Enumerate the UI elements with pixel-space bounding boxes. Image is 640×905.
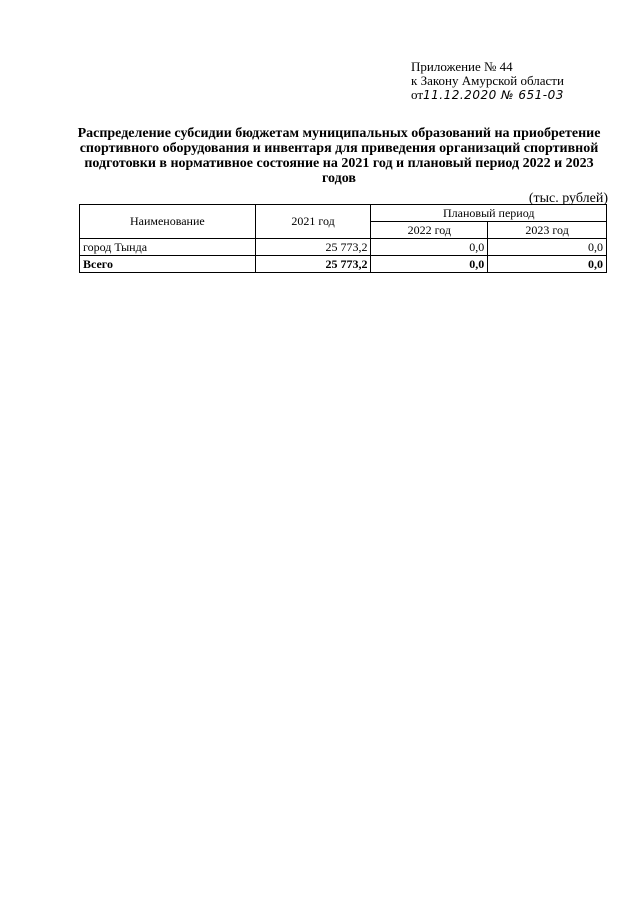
row-2023: 0,0 — [488, 239, 607, 256]
header-2023: 2023 год — [488, 222, 607, 239]
table-row — [80, 239, 607, 256]
units-label: (тыс. рублей) — [528, 191, 608, 206]
law-reference: к Закону Амурской области — [411, 73, 564, 88]
row-name: город Тында — [80, 239, 256, 256]
date-prefix: от — [411, 87, 424, 102]
row-2021: 25 773,2 — [255, 239, 371, 256]
total-name: Всего — [80, 256, 256, 273]
header-2022: 2022 год — [371, 222, 488, 239]
header-name: Наименование — [80, 205, 256, 239]
law-date-line — [411, 88, 564, 102]
appendix-number: Приложение № 44 — [411, 59, 513, 74]
header-2021: 2021 год — [255, 205, 371, 239]
document-title: Распределение субсидии бюджетам муниципальных образований на приобретение спортивного оборудования и инвентаря для приведения организаций спортивной подготовки в нормативное состояние на 2021 год и плановый период 2022 и 2023 годов — [77, 126, 601, 186]
header-planned-period: Плановый период — [371, 205, 607, 222]
handwritten-date-number: 11.12.2020 № 651-03 — [423, 88, 564, 102]
table-total-row — [80, 256, 607, 273]
appendix-header — [411, 60, 564, 102]
subsidy-table — [79, 204, 607, 273]
row-2022: 0,0 — [371, 239, 488, 256]
total-2022: 0,0 — [371, 256, 488, 273]
total-2023: 0,0 — [488, 256, 607, 273]
total-2021: 25 773,2 — [255, 256, 371, 273]
table-header-row — [80, 205, 607, 222]
